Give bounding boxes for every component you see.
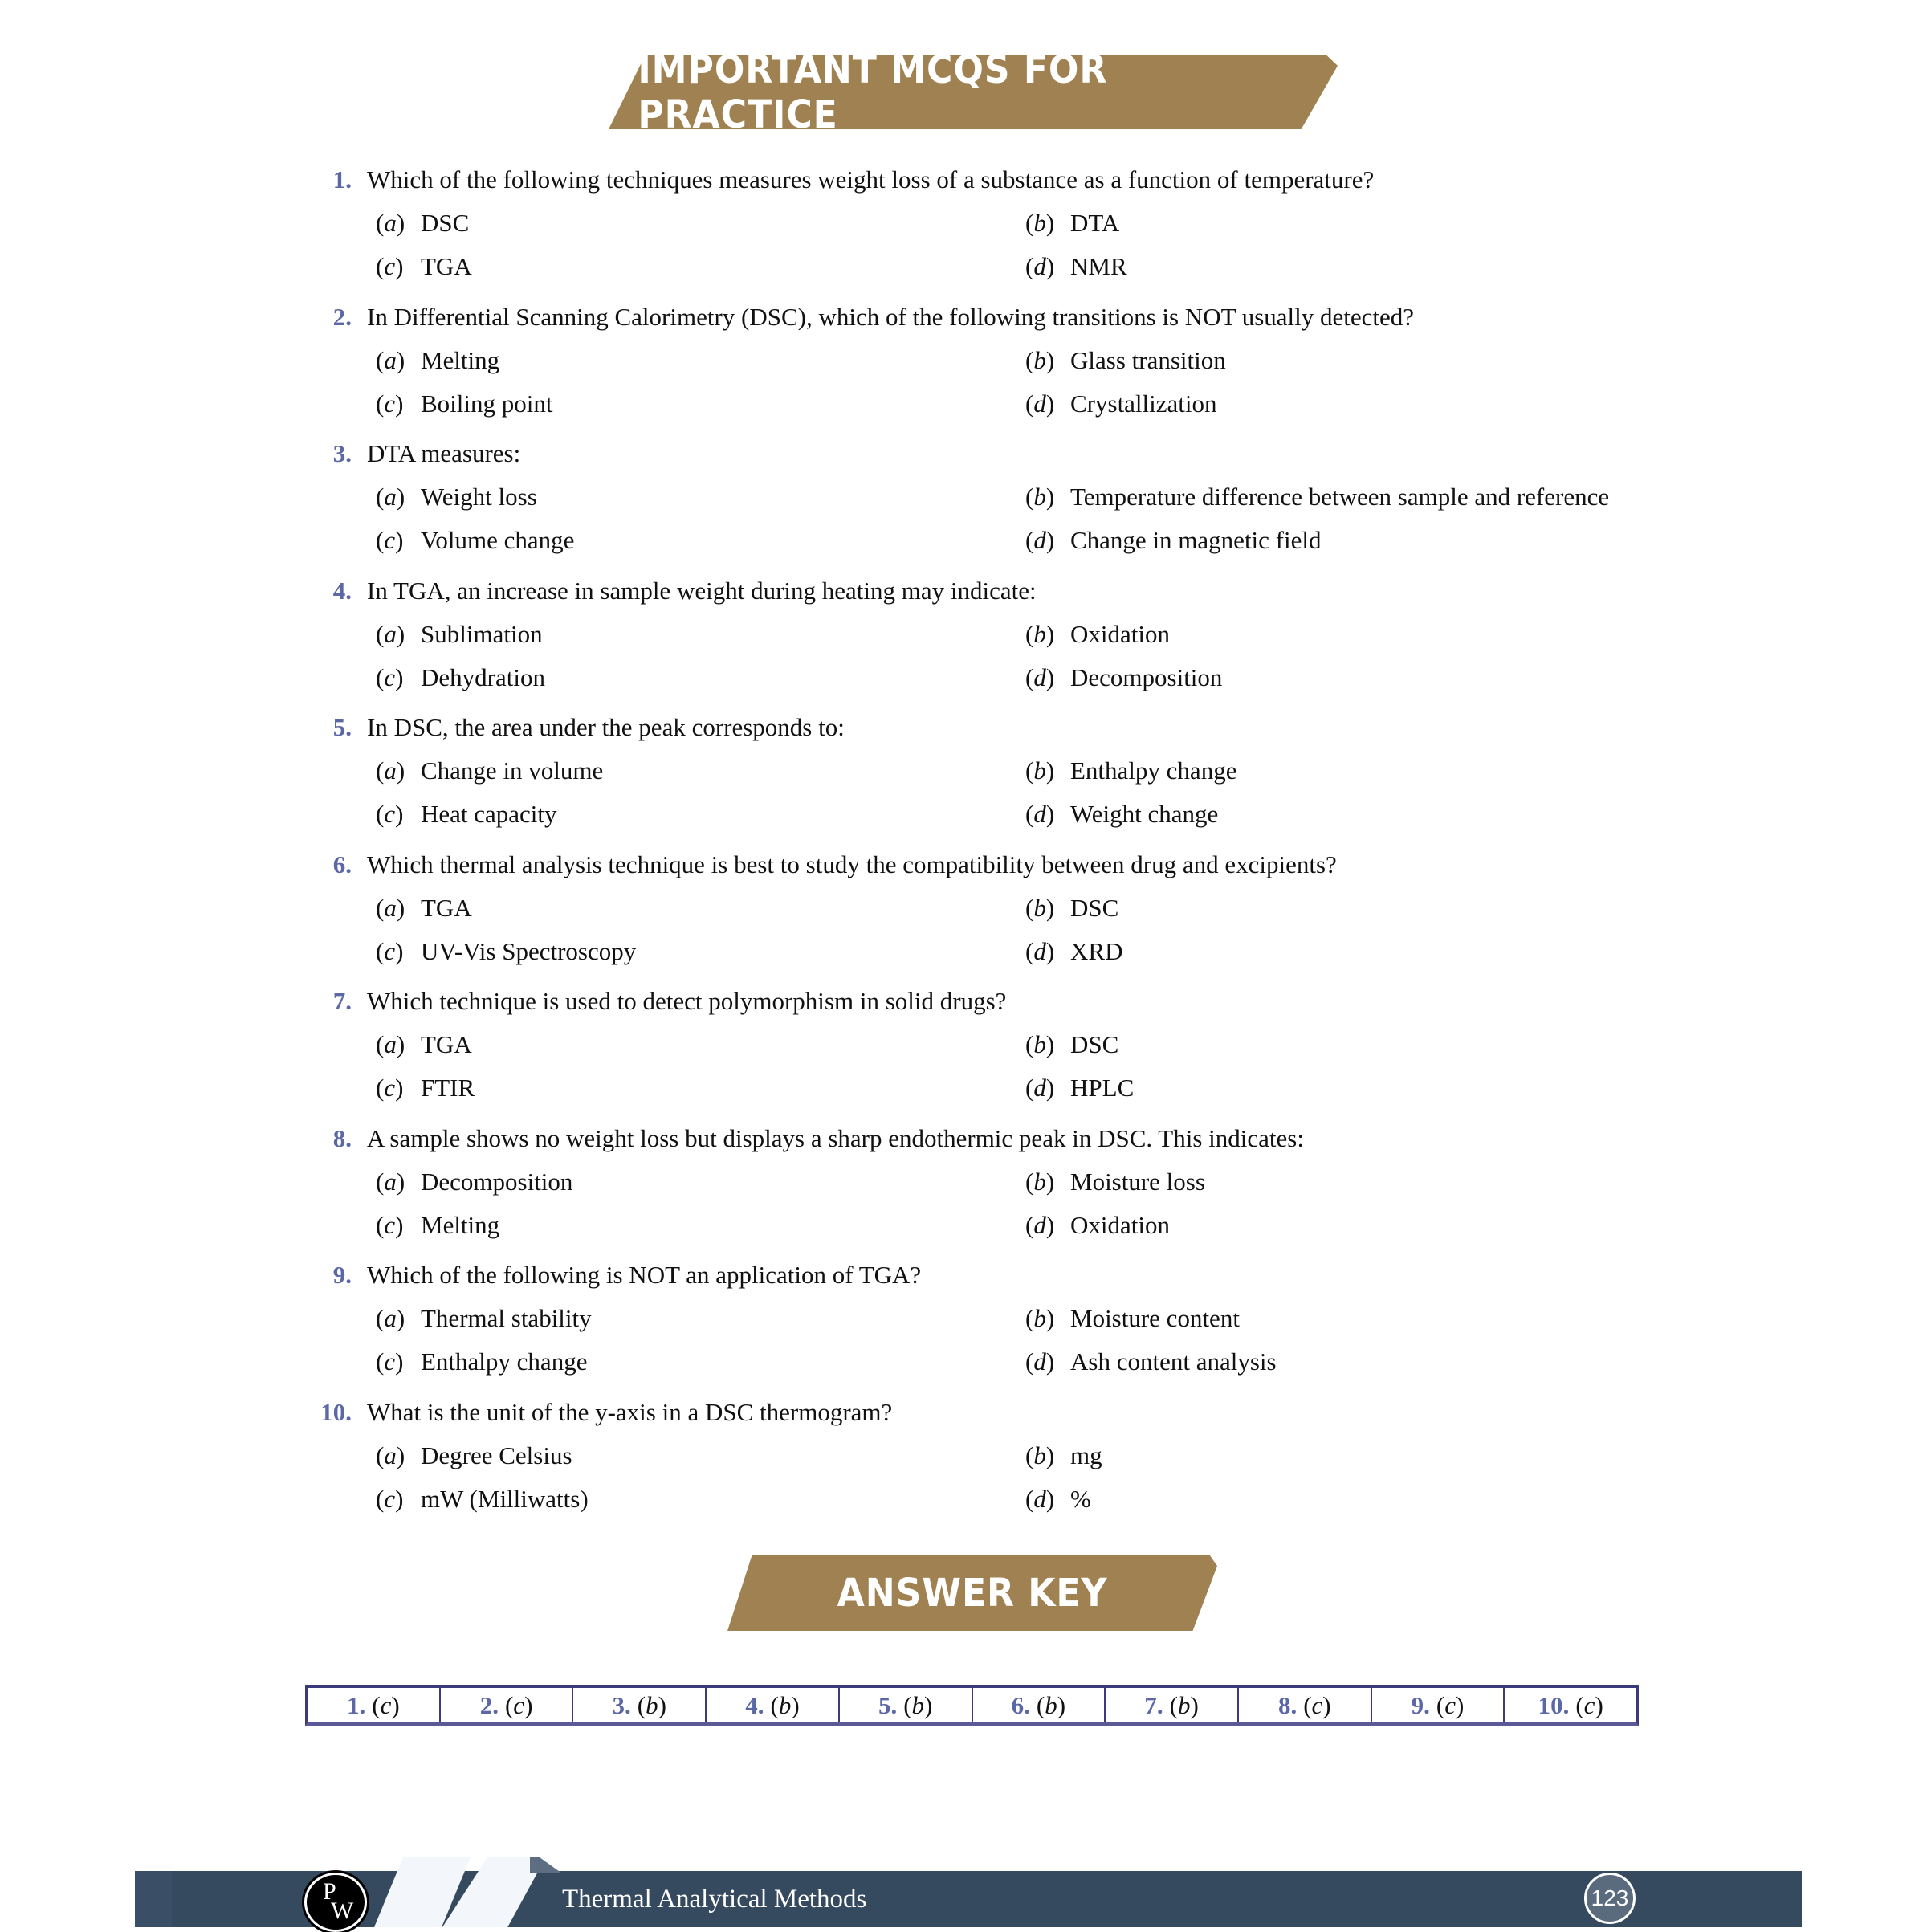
question-number: 8.: [332, 1123, 352, 1152]
option-letter: (a): [376, 483, 405, 511]
page-number-badge: 123: [1584, 1873, 1636, 1924]
option-letter: (c): [376, 252, 404, 280]
answer-option: (c): [372, 1690, 400, 1719]
question-number: 4.: [332, 576, 352, 605]
option-a: [376, 340, 499, 381]
option-a: [376, 1298, 592, 1339]
answer-option: (c): [1303, 1690, 1331, 1719]
option-b: [1025, 340, 1226, 381]
option-c: [376, 520, 574, 560]
option-a: [376, 888, 472, 928]
answer-cell: [1106, 1688, 1239, 1722]
question-number: 9.: [332, 1261, 352, 1289]
question-text: Which thermal analysis technique is best to study the compatibility between drug and excipients?: [367, 850, 1337, 878]
option-d: [1025, 247, 1127, 287]
answer-option: (b): [770, 1690, 800, 1719]
question-number: 7.: [332, 987, 352, 1015]
option-letter: (b): [1025, 893, 1055, 922]
option-d: [1025, 1342, 1277, 1382]
option-letter: (c): [376, 389, 404, 418]
option-letter: (b): [1025, 619, 1055, 648]
question-text: In TGA, an increase in sample weight during heating may indicate:: [367, 576, 1037, 605]
option-text: Ash content analysis: [1070, 1347, 1277, 1376]
option-letter: (c): [376, 1484, 404, 1513]
question-number: 6.: [332, 850, 352, 878]
option-text: Oxidation: [1070, 619, 1170, 648]
option-letter: (d): [1025, 662, 1055, 691]
answer-option: (c): [1436, 1690, 1465, 1719]
option-text: Decomposition: [421, 1167, 573, 1196]
option-letter: (b): [1025, 1304, 1055, 1332]
question-text: DTA measures:: [367, 439, 521, 467]
answer-cell: [1372, 1688, 1505, 1722]
answer-cell: [1239, 1688, 1372, 1722]
option-text: Crystallization: [1070, 389, 1217, 418]
question-number: 3.: [332, 439, 352, 467]
answer-option: (b): [1169, 1690, 1199, 1719]
option-c: [376, 247, 472, 287]
option-a: [376, 203, 469, 243]
option-letter: (a): [376, 619, 405, 648]
option-letter: (a): [376, 1167, 405, 1196]
chapter-title: Thermal Analytical Methods: [562, 1885, 867, 1914]
option-letter: (b): [1025, 1167, 1055, 1196]
option-text: Change in volume: [421, 756, 604, 785]
option-text: Moisture loss: [1070, 1167, 1205, 1196]
question-number: 2.: [332, 302, 352, 331]
option-text: DSC: [1070, 1030, 1119, 1058]
answer-key-banner: [727, 1555, 1217, 1631]
option-letter: (d): [1025, 1210, 1055, 1239]
option-a: [376, 751, 603, 791]
option-text: FTIR: [421, 1074, 475, 1102]
option-text: NMR: [1070, 252, 1127, 280]
answer-option: (c): [1575, 1690, 1603, 1719]
option-text: Sublimation: [421, 619, 543, 648]
option-letter: (c): [376, 1074, 404, 1102]
option-text: XRD: [1070, 936, 1123, 965]
answer-question-number: 4.: [745, 1690, 764, 1719]
option-b: [1025, 614, 1170, 654]
option-d: [1025, 1068, 1134, 1108]
option-letter: (c): [376, 936, 404, 965]
option-d: [1025, 931, 1122, 972]
option-letter: (c): [376, 1210, 404, 1239]
option-text: DTA: [1070, 209, 1120, 237]
question-text: What is the unit of the y-axis in a DSC thermogram?: [367, 1397, 893, 1426]
option-d: [1025, 794, 1218, 834]
option-text: mW (Milliwatts): [421, 1484, 589, 1513]
option-text: TGA: [421, 1030, 472, 1058]
option-text: TGA: [421, 252, 472, 280]
option-text: %: [1070, 1484, 1091, 1513]
question-text: Which technique is used to detect polymorphism in solid drugs?: [367, 987, 1007, 1015]
option-b: [1025, 1436, 1102, 1476]
option-letter: (b): [1025, 1441, 1055, 1469]
option-a: [376, 614, 543, 654]
option-letter: (c): [376, 1347, 404, 1376]
option-letter: (d): [1025, 389, 1055, 418]
question-number: 10.: [320, 1397, 352, 1426]
answer-question-number: 3.: [612, 1690, 631, 1719]
option-d: [1025, 384, 1217, 424]
answer-cell: [308, 1688, 441, 1722]
option-c: [376, 931, 636, 972]
option-b: [1025, 477, 1609, 517]
option-letter: (a): [376, 345, 405, 374]
option-text: Change in magnetic field: [1070, 526, 1322, 554]
footer-decor-tip: [530, 1857, 562, 1873]
section-title-banner: [609, 47, 1338, 137]
option-text: Thermal stability: [421, 1304, 592, 1332]
option-text: Decomposition: [1070, 662, 1223, 691]
option-d: [1025, 658, 1222, 698]
answer-question-number: 1.: [347, 1690, 366, 1719]
answer-question-number: 8.: [1277, 1690, 1298, 1719]
option-b: [1025, 888, 1118, 928]
option-text: Weight change: [1070, 800, 1219, 828]
option-c: [376, 1342, 587, 1382]
answer-question-number: 2.: [479, 1690, 499, 1719]
option-text: DSC: [1070, 893, 1119, 922]
question-text: In Differential Scanning Calorimetry (DSC), which of the following transitions is NOT usually detected?: [367, 302, 1415, 331]
option-letter: (d): [1025, 1074, 1055, 1102]
option-d: [1025, 1479, 1091, 1519]
option-b: [1025, 1025, 1118, 1065]
answer-question-number: 7.: [1144, 1690, 1163, 1719]
answer-cell: [441, 1688, 574, 1722]
option-a: [376, 1025, 472, 1065]
option-letter: (c): [376, 662, 404, 691]
option-letter: (b): [1025, 345, 1055, 374]
option-text: DSC: [421, 209, 470, 237]
option-letter: (c): [376, 800, 404, 828]
option-text: TGA: [421, 893, 472, 922]
option-text: Degree Celsius: [421, 1441, 572, 1469]
question-text: Which of the following techniques measures weight loss of a substance as a function of temperature?: [367, 165, 1375, 194]
answer-cell: [707, 1688, 840, 1722]
option-c: [376, 1068, 475, 1108]
option-text: Heat capacity: [421, 800, 557, 828]
option-b: [1025, 203, 1119, 243]
option-letter: (d): [1025, 252, 1055, 280]
option-text: Temperature difference between sample and reference: [1070, 483, 1610, 511]
option-text: Volume change: [421, 526, 575, 554]
option-text: Melting: [421, 1210, 500, 1239]
option-letter: (d): [1025, 936, 1055, 965]
option-letter: (c): [376, 526, 404, 554]
option-letter: (b): [1025, 1030, 1055, 1058]
option-d: [1025, 1205, 1170, 1245]
option-text: mg: [1070, 1441, 1102, 1469]
option-letter: (a): [376, 209, 405, 237]
question-text: In DSC, the area under the peak corresponds to:: [367, 713, 845, 741]
option-text: Melting: [421, 345, 500, 374]
option-letter: (a): [376, 1304, 405, 1332]
question-text: Which of the following is NOT an application of TGA?: [367, 1261, 922, 1289]
option-text: HPLC: [1070, 1074, 1135, 1102]
option-d: [1025, 520, 1321, 560]
section-title: IMPORTANT MCQS FOR PRACTICE: [638, 47, 1108, 137]
answer-option: (b): [637, 1690, 666, 1719]
answer-question-number: 5.: [878, 1690, 898, 1719]
option-letter: (b): [1025, 756, 1055, 785]
option-letter: (a): [376, 1030, 405, 1058]
option-a: [376, 1162, 572, 1202]
answer-question-number: 10.: [1538, 1690, 1570, 1719]
option-letter: (d): [1025, 1484, 1055, 1513]
option-text: Moisture content: [1070, 1304, 1240, 1332]
option-letter: (d): [1025, 1347, 1055, 1376]
option-text: Oxidation: [1070, 1210, 1170, 1239]
answer-cell: [840, 1688, 973, 1722]
option-b: [1025, 1162, 1205, 1202]
option-text: Glass transition: [1070, 345, 1226, 374]
option-letter: (b): [1025, 209, 1055, 237]
answer-option: (b): [903, 1690, 933, 1719]
option-letter: (a): [376, 893, 405, 922]
answer-key-title: ANSWER KEY: [837, 1571, 1108, 1616]
answer-option: (b): [1036, 1690, 1066, 1719]
option-text: UV-Vis Spectroscopy: [421, 936, 637, 965]
question-text: A sample shows no weight loss but displays a sharp endothermic peak in DSC. This indicates:: [367, 1123, 1304, 1152]
option-c: [376, 658, 545, 698]
answer-cell: [573, 1688, 707, 1722]
option-text: Weight loss: [421, 483, 537, 511]
answer-key-table: [305, 1685, 1639, 1726]
option-c: [376, 1479, 589, 1519]
option-a: [376, 477, 537, 517]
option-c: [376, 1205, 499, 1245]
option-b: [1025, 1298, 1240, 1339]
answer-option: (c): [504, 1690, 533, 1719]
option-c: [376, 384, 553, 424]
option-letter: (d): [1025, 800, 1055, 828]
option-letter: (a): [376, 756, 405, 785]
option-b: [1025, 751, 1236, 791]
option-letter: (a): [376, 1441, 405, 1469]
answer-cell: [1505, 1688, 1636, 1722]
answer-cell: [973, 1688, 1106, 1722]
option-text: Boiling point: [421, 389, 553, 418]
answer-question-number: 6.: [1011, 1690, 1030, 1719]
answer-question-number: 9.: [1411, 1690, 1430, 1719]
option-text: Enthalpy change: [421, 1347, 588, 1376]
question-number: 5.: [332, 713, 352, 741]
pw-logo-icon: P W: [304, 1873, 367, 1932]
option-letter: (b): [1025, 483, 1055, 511]
option-text: Dehydration: [421, 662, 545, 691]
option-a: [376, 1436, 572, 1476]
option-text: Enthalpy change: [1070, 756, 1237, 785]
question-number: 1.: [332, 165, 352, 194]
option-letter: (d): [1025, 526, 1055, 554]
option-c: [376, 794, 557, 834]
